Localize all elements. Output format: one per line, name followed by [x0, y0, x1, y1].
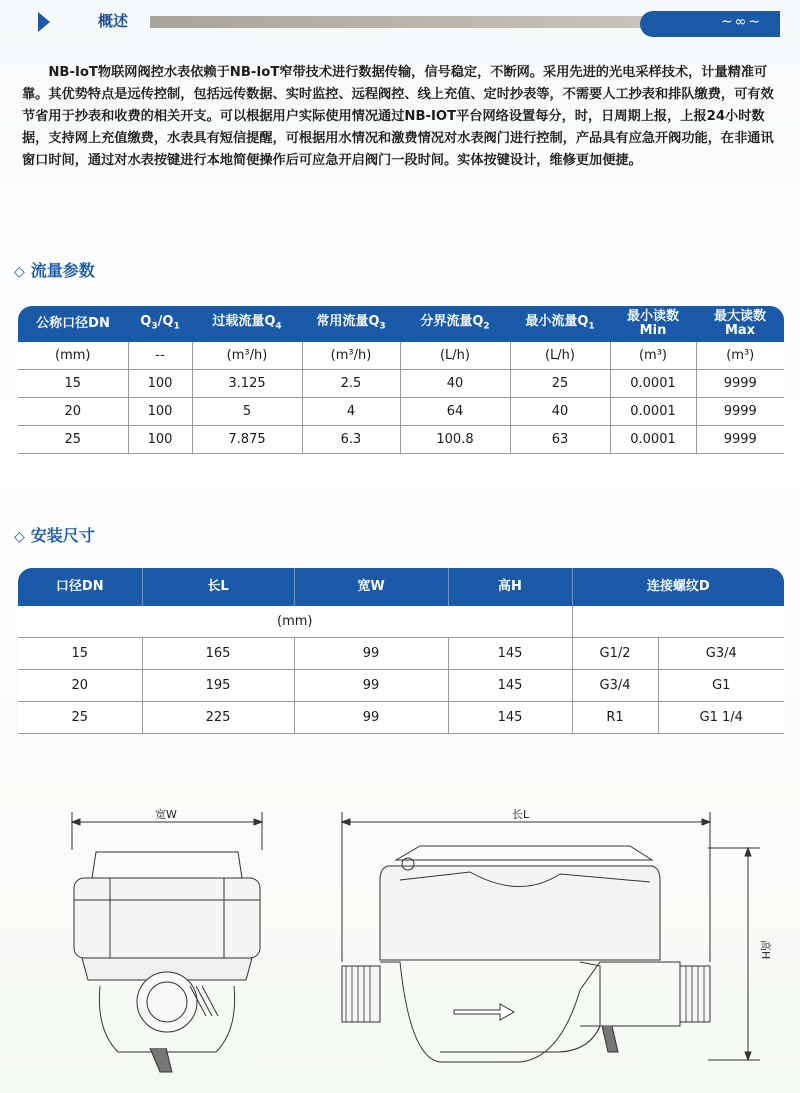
table-row: 20 100 5 4 64 40 0.0001 9999: [18, 398, 784, 426]
th-thread: 连接螺纹D: [572, 568, 784, 606]
th-dn: 公称口径DN: [18, 306, 128, 342]
flow-parameter-table: [18, 306, 784, 454]
table-row: 25 225 99 145 R1 G1 1/4: [18, 702, 784, 734]
header-divider: [150, 16, 650, 28]
table-row: 15 100 3.125 2.5 40 25 0.0001 9999: [18, 370, 784, 398]
th-height: 高H: [448, 568, 572, 606]
width-label: 宽W: [155, 808, 177, 821]
flow-section-title: [14, 258, 95, 281]
units-row: (mm): [18, 606, 784, 638]
table-header-row: [18, 306, 784, 342]
section-header: [0, 8, 800, 38]
th-max: 最大读数 Max: [696, 306, 784, 342]
flow-title: 流量参数: [30, 261, 95, 280]
diamond-icon: ◇: [14, 264, 25, 280]
water-meter-drawing: [0, 790, 800, 1090]
th-q1: 最小流量$Q_1$: [510, 306, 610, 342]
th-q4: 过载流量$Q_4$: [192, 306, 302, 342]
table-row: 15 165 99 145 G1/2 G3/4: [18, 638, 784, 670]
th-q2: 分界流量$Q_2$: [400, 306, 510, 342]
wave-ornament-icon: ~∞~: [720, 14, 762, 30]
install-section-title: [14, 523, 95, 546]
install-dimension-table: [18, 568, 784, 734]
th-min: 最小读数 Min: [610, 306, 696, 342]
table-row: 25 100 7.875 6.3 100.8 63 0.0001 9999: [18, 426, 784, 454]
diamond-icon: ◇: [14, 529, 25, 545]
th-q3: 常用流量$Q_3$: [302, 306, 400, 342]
intro-paragraph: NB-IoT物联网阀控水表依赖于NB-IoT窄带技术进行数据传输，信号稳定，不断网。采用先进的光电采样技术，计量精准可靠。其优势特点是远传控制，包括远传数据、实时监控、远程阀控、线上充值、定时抄表等，不需要人工抄表和排队缴费，可有效节省用于抄表和收费的相关开支。可以根据用户实际使用情况通过NB-IOT平台网络设置每分，时，日周期上报，上报24小时数据，支持网上充值缴费，水表具有短信提醒，可根据用水情况和激费情况对水表阀门进行控制，产品具有应急开阀功能，在非通讯窗口时间，通过对水表按键进行本地简便操作后可应急开启阀门一段时间。实体按键设计，维修更加便捷。: [22, 65, 774, 168]
th-width: 宽W: [294, 568, 448, 606]
header-title: 概述: [98, 12, 129, 30]
th-length: 长L: [142, 568, 294, 606]
height-label: 高H: [759, 940, 772, 960]
th-dn: 口径DN: [18, 568, 142, 606]
table-row: 20 195 99 145 G3/4 G1: [18, 670, 784, 702]
table-header-row: [18, 568, 784, 606]
install-title: 安装尺寸: [30, 526, 95, 545]
play-arrow-icon: [38, 12, 50, 32]
header-ornament: [640, 11, 780, 37]
length-label: 长L: [512, 808, 530, 821]
units-row: (mm) -- (m³/h) (m³/h) (L/h) (L/h) (m³) (m³): [18, 342, 784, 370]
th-q3q1: $Q_3/Q_1$: [128, 306, 192, 342]
